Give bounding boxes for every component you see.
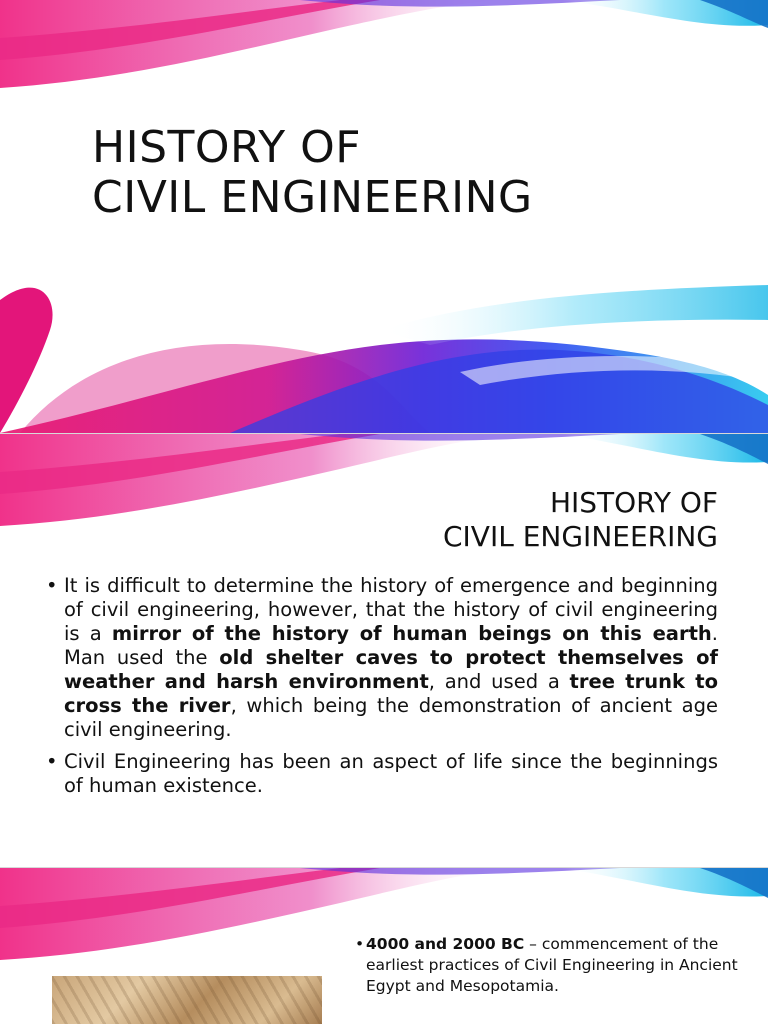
content-slide <box>0 434 768 867</box>
ancient-artwork-image <box>52 976 322 1024</box>
bullet-text: , which being the demonstration of ancient age civil engineering. <box>64 694 718 741</box>
bullet-dot: • <box>46 750 58 773</box>
title-line-1: HISTORY OF <box>549 486 718 519</box>
title-line-1: HISTORY OF <box>92 122 362 173</box>
timeline-slide <box>0 868 768 1024</box>
bullet-date: 4000 and 2000 BC <box>366 935 525 953</box>
bullet-emphasis: tree trunk to cross the river <box>64 670 718 717</box>
title-line-2: CIVIL ENGINEERING <box>92 172 533 223</box>
bullet-list <box>46 574 718 806</box>
timeline-bullet <box>355 934 755 997</box>
title-slide <box>0 0 768 433</box>
slide-title <box>443 486 718 554</box>
bullet-emphasis: mirror of the history of human beings on this earth <box>111 622 712 645</box>
bullet-item <box>46 574 718 742</box>
title-line-2: CIVIL ENGINEERING <box>443 520 718 553</box>
slide-title <box>92 123 533 223</box>
bullet-text: It is difficult to determine the history of emergence and beginning of civil engineering, however, that the history of civil engineering is a <box>64 574 718 645</box>
bullet-dot: • <box>355 935 365 953</box>
bullet-text: . Man used the <box>64 622 718 669</box>
bullet-dot: • <box>46 574 58 597</box>
bullet-text: , and used a <box>428 670 570 693</box>
bullet-item <box>46 750 718 798</box>
bullet-emphasis: old shelter caves to protect themselves of weather and harsh environment <box>64 646 718 693</box>
bullet-text: Civil Engineering has been an aspect of life since the beginnings of human existence. <box>64 750 718 797</box>
bullet-text: – commencement of the earliest practices of Civil Engineering in Ancient Egypt and Mesopotamia. <box>366 935 738 995</box>
